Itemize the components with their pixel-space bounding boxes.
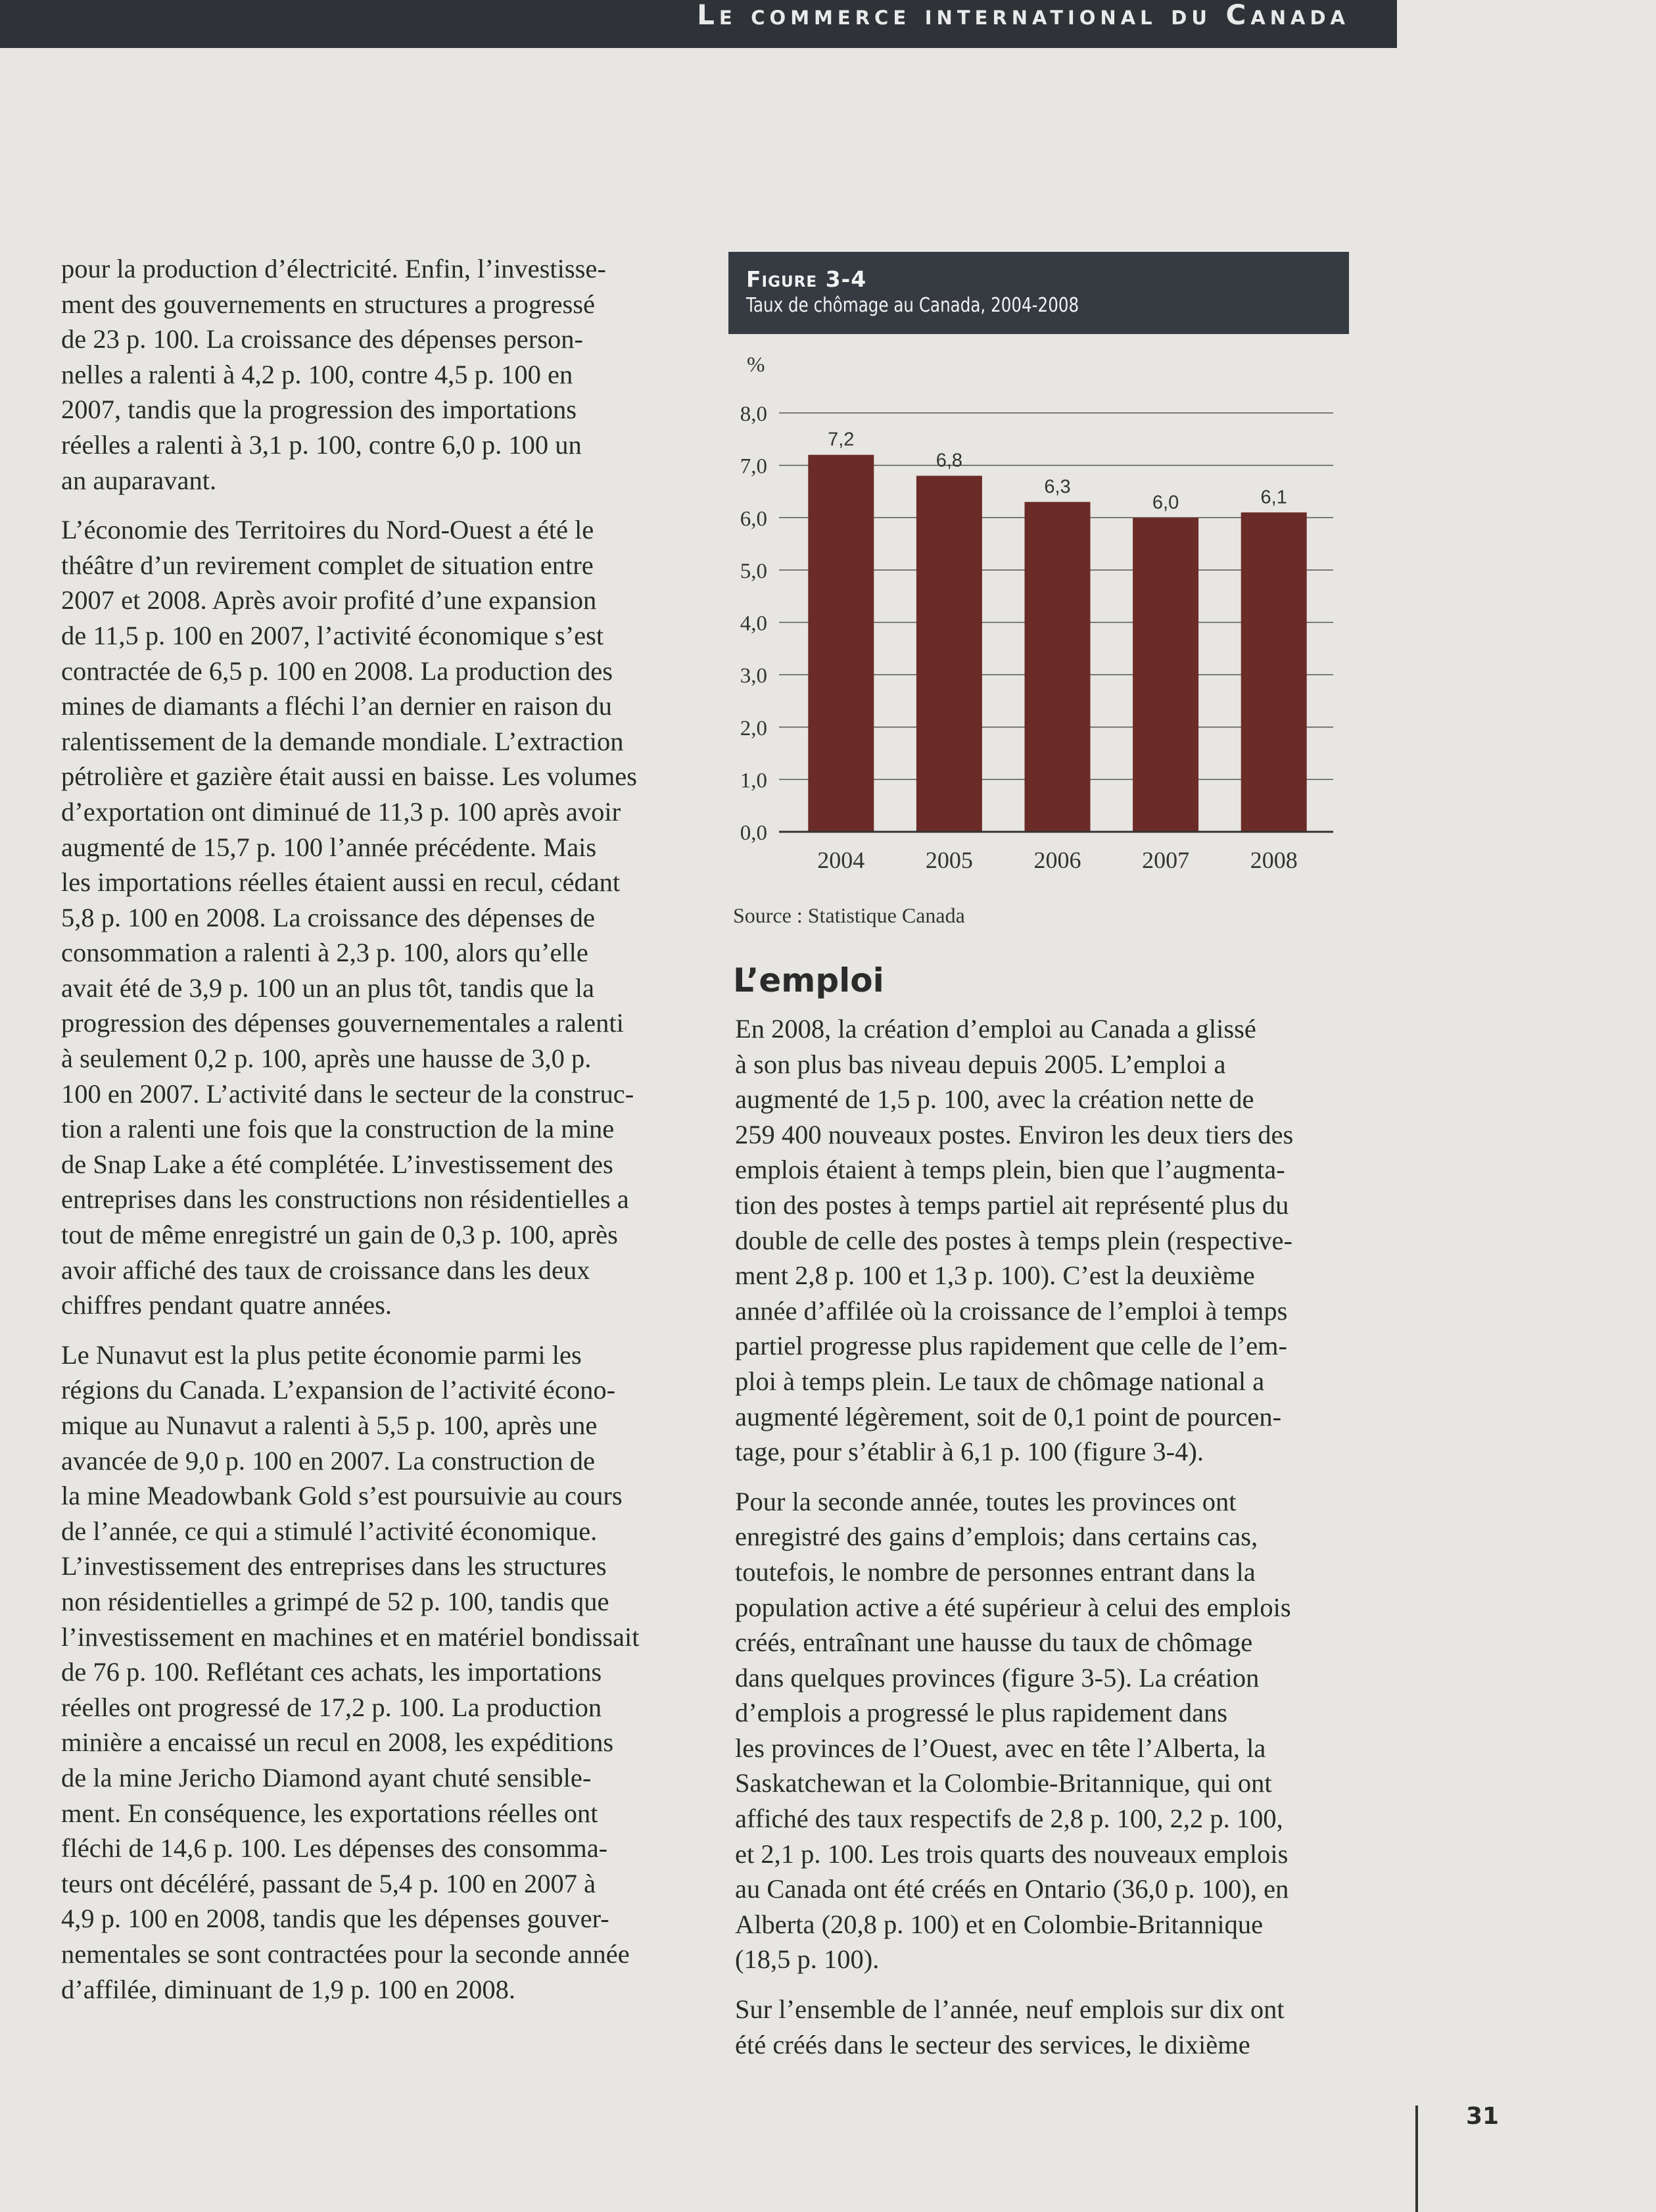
- text-line: année d’affilée où la croissance de l’emploi à temps: [735, 1295, 1288, 1326]
- text-line: progression des dépenses gouvernementales a ralenti: [61, 1008, 624, 1038]
- text-line: d’affilée, diminuant de 1,9 p. 100 en 2008.: [61, 1974, 515, 2004]
- text-line: de Snap Lake a été complétée. L’investissement des: [61, 1149, 613, 1179]
- text-line: toutefois, le nombre de personnes entrant dans la: [735, 1556, 1256, 1587]
- figure-label: Figure 3-4: [746, 266, 867, 292]
- data-label: 6,1: [1260, 487, 1287, 508]
- y-tick-label: 3,0: [740, 664, 767, 688]
- text-line: créés, entraînant une hausse du taux de chômage: [735, 1627, 1253, 1658]
- x-tick-label: 2008: [1250, 847, 1298, 873]
- text-line: la mine Meadowbank Gold s’est poursuivie au cours: [61, 1481, 623, 1511]
- y-tick-label: 6,0: [740, 507, 767, 531]
- text-line: ploi à temps plein. Le taux de chômage national a: [735, 1366, 1265, 1396]
- paragraph: [61, 512, 692, 1323]
- text-line: ralentissement de la demande mondiale. L’extraction: [61, 726, 624, 756]
- text-line: à seulement 0,2 p. 100, après une hausse de 3,0 p.: [61, 1044, 592, 1074]
- text-line: 4,9 p. 100 en 2008, tandis que les dépenses gouver-: [61, 1904, 609, 1934]
- text-line: contractée de 6,5 p. 100 en 2008. La production des: [61, 656, 613, 686]
- text-line: an auparavant.: [61, 465, 217, 495]
- text-line: Alberta (20,8 p. 100) et en Colombie-Britannique: [735, 1909, 1264, 1939]
- text-line: avoir affiché des taux de croissance dans les deux: [61, 1255, 590, 1285]
- text-line: théâtre d’un revirement complet de situation entre: [61, 550, 594, 580]
- text-line: de l’année, ce qui a stimulé l’activité économique.: [61, 1516, 598, 1546]
- text-line: L’économie des Territoires du Nord-Ouest a été le: [61, 515, 594, 545]
- text-line: fléchi de 14,6 p. 100. Les dépenses des consomma-: [61, 1833, 608, 1863]
- text-line: au Canada ont été créés en Ontario (36,0 p. 100), en: [735, 1874, 1289, 1904]
- section-title-emploi: L’emploi: [733, 961, 884, 999]
- bar-2006: [1025, 502, 1091, 832]
- text-line: et 2,1 p. 100. Les trois quarts des nouveaux emplois: [735, 1839, 1289, 1869]
- text-line: été créés dans le secteur des services, le dixième: [735, 2029, 1250, 2059]
- text-line: de la mine Jericho Diamond ayant chuté sensible-: [61, 1762, 592, 1792]
- text-line: avancée de 9,0 p. 100 en 2007. La construction de: [61, 1445, 595, 1476]
- y-tick-label: 4,0: [740, 612, 767, 636]
- y-tick-label: 7,0: [740, 454, 767, 479]
- text-line: Saskatchewan et la Colombie-Britannique, qui ont: [735, 1768, 1272, 1798]
- text-line: chiffres pendant quatre années.: [61, 1290, 392, 1320]
- text-line: à son plus bas niveau depuis 2005. L’emploi a: [735, 1049, 1226, 1079]
- bar-2005: [916, 476, 982, 832]
- text-line: d’exportation ont diminué de 11,3 p. 100 après avoir: [61, 796, 621, 827]
- right-column: [735, 1011, 1353, 2077]
- y-tick-label: 0,0: [740, 821, 767, 845]
- x-tick-label: 2005: [925, 847, 973, 873]
- text-line: entreprises dans les constructions non résidentielles a: [61, 1184, 629, 1214]
- y-tick-label: 5,0: [740, 559, 767, 583]
- text-line: augmenté de 1,5 p. 100, avec la création nette de: [735, 1084, 1254, 1115]
- paragraph: [735, 1011, 1353, 1470]
- paragraph: [61, 1337, 692, 2007]
- text-line: Pour la seconde année, toutes les provinces ont: [735, 1486, 1237, 1516]
- text-line: tion a ralenti une fois que la construction de la mine: [61, 1114, 615, 1144]
- data-label: 6,0: [1152, 492, 1179, 514]
- left-column: [61, 251, 692, 2021]
- text-line: 259 400 nouveaux postes. Environ les deux tiers des: [735, 1119, 1294, 1149]
- text-line: augmenté de 15,7 p. 100 l’année précédente. Mais: [61, 832, 597, 862]
- x-tick-label: 2004: [817, 847, 865, 873]
- text-line: En 2008, la création d’emploi au Canada a glissé: [735, 1014, 1256, 1044]
- text-line: dans quelques provinces (figure 3-5). La création: [735, 1662, 1260, 1693]
- figure-title-box: [728, 252, 1349, 334]
- text-line: ment 2,8 p. 100 et 1,3 p. 100). C’est la deuxième: [735, 1261, 1255, 1291]
- text-line: tion des postes à temps partiel ait représenté plus du: [735, 1190, 1289, 1220]
- data-label: 6,3: [1044, 476, 1071, 498]
- y-tick-label: 1,0: [740, 769, 767, 793]
- unemployment-bar-chart: [723, 342, 1354, 881]
- text-line: consommation a ralenti à 2,3 p. 100, alors qu’elle: [61, 938, 588, 968]
- text-line: (18,5 p. 100).: [735, 1944, 880, 1975]
- text-line: mique au Nunavut a ralenti à 5,5 p. 100, après une: [61, 1410, 598, 1440]
- text-line: nelles a ralenti à 4,2 p. 100, contre 4,5 p. 100 en: [61, 359, 573, 389]
- x-tick-label: 2007: [1142, 847, 1190, 873]
- paragraph: [61, 251, 692, 498]
- text-line: partiel progresse plus rapidement que celle de l’em-: [735, 1331, 1288, 1361]
- text-line: 2007, tandis que la progression des importations: [61, 395, 577, 425]
- text-line: pétrolière et gazière était aussi en baisse. Les volumes: [61, 761, 638, 792]
- text-line: les provinces de l’Ouest, avec en tête l’Alberta, la: [735, 1733, 1266, 1763]
- header-bar: [0, 0, 1397, 48]
- text-line: enregistré des gains d’emplois; dans certains cas,: [735, 1522, 1258, 1552]
- paragraph: [735, 1484, 1353, 1977]
- text-line: l’investissement en machines et en matériel bondissait: [61, 1622, 640, 1652]
- text-line: tout de même enregistré un gain de 0,3 p. 100, après: [61, 1220, 618, 1250]
- text-line: emplois étaient à temps plein, bien que l’augmenta-: [735, 1155, 1285, 1185]
- text-line: réelles a ralenti à 3,1 p. 100, contre 6,0 p. 100 un: [61, 429, 582, 460]
- text-line: d’emplois a progressé le plus rapidement dans: [735, 1698, 1228, 1728]
- y-tick-label: 8,0: [740, 402, 767, 426]
- text-line: non résidentielles a grimpé de 52 p. 100, tandis que: [61, 1586, 609, 1616]
- y-axis-unit-label: %: [747, 353, 765, 377]
- text-line: 5,8 p. 100 en 2008. La croissance des dépenses de: [61, 902, 596, 932]
- text-line: de 23 p. 100. La croissance des dépenses person-: [61, 324, 584, 354]
- text-line: de 76 p. 100. Reflétant ces achats, les importations: [61, 1657, 602, 1687]
- text-line: les importations réelles étaient aussi en recul, cédant: [61, 867, 621, 898]
- text-line: augmenté légèrement, soit de 0,1 point de pourcen-: [735, 1401, 1282, 1431]
- text-line: Sur l’ensemble de l’année, neuf emplois sur dix ont: [735, 1994, 1285, 2025]
- text-line: Le Nunavut est la plus petite économie parmi les: [61, 1339, 582, 1370]
- paragraph: [735, 1992, 1353, 2062]
- bar-2008: [1241, 512, 1307, 832]
- text-line: minière a encaissé un recul en 2008, les expéditions: [61, 1727, 614, 1758]
- data-label: 6,8: [935, 450, 963, 471]
- page-number-rule: [1415, 2105, 1418, 2212]
- data-label: 7,2: [828, 429, 855, 450]
- text-line: 2007 et 2008. Après avoir profité d’une expansion: [61, 585, 597, 615]
- text-line: de 11,5 p. 100 en 2007, l’activité économique s’est: [61, 620, 604, 650]
- x-tick-label: 2006: [1033, 847, 1081, 873]
- text-line: double de celle des postes à temps plein (respective-: [735, 1225, 1292, 1255]
- text-line: ment. En conséquence, les exportations réelles ont: [61, 1798, 598, 1828]
- figure-source: Source : Statistique Canada: [733, 903, 965, 927]
- text-line: population active a été supérieur à celui des emplois: [735, 1592, 1291, 1622]
- text-line: mines de diamants a fléchi l’an dernier en raison du: [61, 691, 612, 721]
- bar-2007: [1133, 517, 1198, 832]
- text-line: teurs ont décéléré, passant de 5,4 p. 100 en 2007 à: [61, 1868, 596, 1898]
- text-line: réelles ont progressé de 17,2 p. 100. La production: [61, 1692, 602, 1722]
- text-line: affiché des taux respectifs de 2,8 p. 100, 2,2 p. 100,: [735, 1804, 1283, 1834]
- running-header-title: Le commerce international du Canada: [697, 0, 1350, 31]
- text-line: L’investissement des entreprises dans les structures: [61, 1551, 607, 1581]
- y-tick-label: 2,0: [740, 716, 767, 740]
- text-line: tage, pour s’établir à 6,1 p. 100 (figure 3-4).: [735, 1437, 1204, 1467]
- text-line: nementales se sont contractées pour la seconde année: [61, 1938, 630, 1969]
- text-line: 100 en 2007. L’activité dans le secteur de la construc-: [61, 1078, 634, 1109]
- figure-caption: Taux de chômage au Canada, 2004-2008: [746, 294, 1079, 317]
- text-line: régions du Canada. L’expansion de l’activité écono-: [61, 1375, 616, 1405]
- text-line: pour la production d’électricité. Enfin, l’investisse-: [61, 254, 606, 283]
- page-number: 31: [1466, 2103, 1500, 2130]
- text-line: avait été de 3,9 p. 100 un an plus tôt, tandis que la: [61, 973, 594, 1003]
- text-line: ment des gouvernements en structures a progressé: [61, 289, 595, 319]
- bar-2004: [808, 455, 874, 832]
